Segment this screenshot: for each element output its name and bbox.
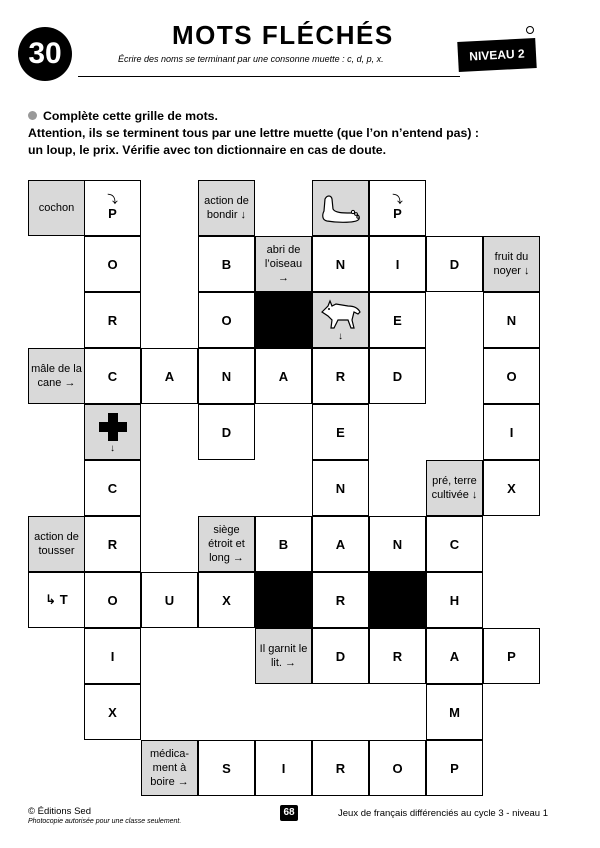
foot-icon bbox=[319, 191, 363, 225]
grid-cell[interactable]: O bbox=[198, 292, 255, 348]
picture-cell bbox=[312, 292, 369, 348]
copyright: © Éditions Sed bbox=[28, 806, 91, 817]
clue-cell bbox=[28, 180, 85, 236]
clue-text: cochon bbox=[38, 202, 75, 214]
grid-cell[interactable]: I bbox=[369, 236, 426, 292]
clue-cell bbox=[28, 516, 85, 572]
down-arrow-icon: ↓ bbox=[110, 443, 115, 454]
grid-cell[interactable]: A bbox=[426, 628, 483, 684]
grid-cell[interactable] bbox=[369, 180, 426, 236]
instruction-line-2: Attention, ils se terminent tous par une lettre muette (que l’on n’entend pas) : bbox=[28, 126, 479, 140]
grid-cell[interactable]: A bbox=[255, 348, 312, 404]
header-divider bbox=[78, 76, 460, 77]
grid-cell[interactable]: ↳ T bbox=[28, 572, 85, 628]
level-tag: NIVEAU 2 bbox=[457, 38, 536, 72]
grid-cell[interactable]: R bbox=[369, 628, 426, 684]
grid-cell[interactable]: S bbox=[198, 740, 255, 796]
clue-text: mâle de la cane → bbox=[31, 363, 82, 389]
down-arrow-icon: ↓ bbox=[338, 331, 343, 342]
grid-cell[interactable]: B bbox=[255, 516, 312, 572]
grid-cell[interactable]: B bbox=[198, 236, 255, 292]
grid-cell[interactable]: O bbox=[84, 572, 141, 628]
instruction-line-1: Complète cette grille de mots. bbox=[43, 109, 218, 123]
grid-cell[interactable]: R bbox=[84, 292, 141, 348]
instruction-line-3: un loup, le prix. Vérifie avec ton dictionnaire en cas de doute. bbox=[28, 143, 387, 157]
black-cell bbox=[369, 572, 426, 628]
grid-cell[interactable]: N bbox=[312, 460, 369, 516]
clue-text: fruit du noyer ↓ bbox=[493, 251, 530, 277]
page-subtitle: Écrire des noms se terminant par une consonne muette : c, d, p, x. bbox=[118, 54, 384, 64]
clue-text: action de bondir ↓ bbox=[204, 195, 249, 221]
picture-cell bbox=[84, 404, 141, 460]
grid-cell[interactable]: O bbox=[369, 740, 426, 796]
grid-cell[interactable]: R bbox=[84, 516, 141, 572]
grid-cell[interactable]: P bbox=[426, 740, 483, 796]
grid-cell[interactable]: U bbox=[141, 572, 198, 628]
grid-cell[interactable]: D bbox=[312, 628, 369, 684]
black-cell bbox=[255, 292, 312, 348]
grid-cell[interactable]: C bbox=[426, 516, 483, 572]
grid-cell[interactable]: R bbox=[312, 348, 369, 404]
clue-text: médica-ment à boire → bbox=[149, 748, 190, 788]
wolf-icon bbox=[318, 298, 364, 332]
exercise-number: 30 bbox=[18, 27, 72, 81]
clue-text: siège étroit et long → bbox=[208, 524, 245, 564]
grid-cell[interactable]: N bbox=[198, 348, 255, 404]
grid-cell[interactable]: D bbox=[369, 348, 426, 404]
grid-cell[interactable]: A bbox=[141, 348, 198, 404]
grid-cell[interactable]: M bbox=[426, 684, 483, 740]
clue-cell bbox=[255, 628, 312, 684]
clue-cell bbox=[483, 236, 540, 292]
clue-cell bbox=[426, 460, 483, 516]
grid-cell[interactable] bbox=[84, 180, 141, 236]
clue-cell bbox=[255, 236, 312, 292]
grid-cell[interactable]: O bbox=[84, 236, 141, 292]
grid-cell[interactable]: R bbox=[312, 740, 369, 796]
clue-text: pré, terre cultivée ↓ bbox=[431, 475, 478, 501]
cell-letter: P bbox=[108, 205, 117, 221]
grid-cell[interactable]: E bbox=[369, 292, 426, 348]
grid-cell[interactable]: D bbox=[198, 404, 255, 460]
clue-cell bbox=[28, 348, 85, 404]
clue-text: Il garnit le lit. → bbox=[259, 643, 308, 669]
grid-cell[interactable]: I bbox=[84, 628, 141, 684]
grid-cell[interactable]: X bbox=[198, 572, 255, 628]
clue-text: abri de l’oiseau → bbox=[264, 244, 303, 284]
black-cell bbox=[255, 572, 312, 628]
grid-cell[interactable]: C bbox=[84, 348, 141, 404]
bullet-icon bbox=[28, 111, 37, 120]
grid-cell[interactable]: X bbox=[483, 460, 540, 516]
cell-letter: P bbox=[393, 205, 402, 221]
clue-cell bbox=[198, 516, 255, 572]
pharmacy-cross-icon bbox=[96, 410, 130, 444]
grid-cell[interactable]: X bbox=[84, 684, 141, 740]
clue-cell bbox=[198, 180, 255, 236]
clue-cell bbox=[141, 740, 198, 796]
grid-cell[interactable]: E bbox=[312, 404, 369, 460]
instructions bbox=[28, 108, 588, 159]
page-number: 68 bbox=[280, 805, 298, 821]
tag-hole bbox=[526, 26, 534, 34]
grid-cell[interactable]: A bbox=[312, 516, 369, 572]
grid-cell[interactable]: D bbox=[426, 236, 483, 292]
grid-cell[interactable]: N bbox=[312, 236, 369, 292]
grid-cell[interactable]: N bbox=[369, 516, 426, 572]
grid-cell[interactable]: C bbox=[84, 460, 141, 516]
grid-cell[interactable]: I bbox=[255, 740, 312, 796]
book-title: Jeux de français différenciés au cycle 3 - niveau 1 bbox=[338, 808, 548, 819]
down-arrow-icon: ⤵ bbox=[107, 194, 118, 206]
grid-cell[interactable]: O bbox=[483, 348, 540, 404]
page-title: MOTS FLÉCHÉS bbox=[172, 20, 394, 50]
grid-cell[interactable]: N bbox=[483, 292, 540, 348]
grid-cell[interactable]: H bbox=[426, 572, 483, 628]
down-arrow-icon: ⤵ bbox=[392, 194, 403, 206]
grid-cell[interactable]: I bbox=[483, 404, 540, 460]
copyright-note: Photocopie autorisée pour une classe seulement. bbox=[28, 818, 182, 825]
grid-cell[interactable]: R bbox=[312, 572, 369, 628]
clue-text: action de tousser bbox=[34, 531, 79, 557]
grid-cell[interactable]: P bbox=[483, 628, 540, 684]
picture-cell bbox=[312, 180, 369, 236]
